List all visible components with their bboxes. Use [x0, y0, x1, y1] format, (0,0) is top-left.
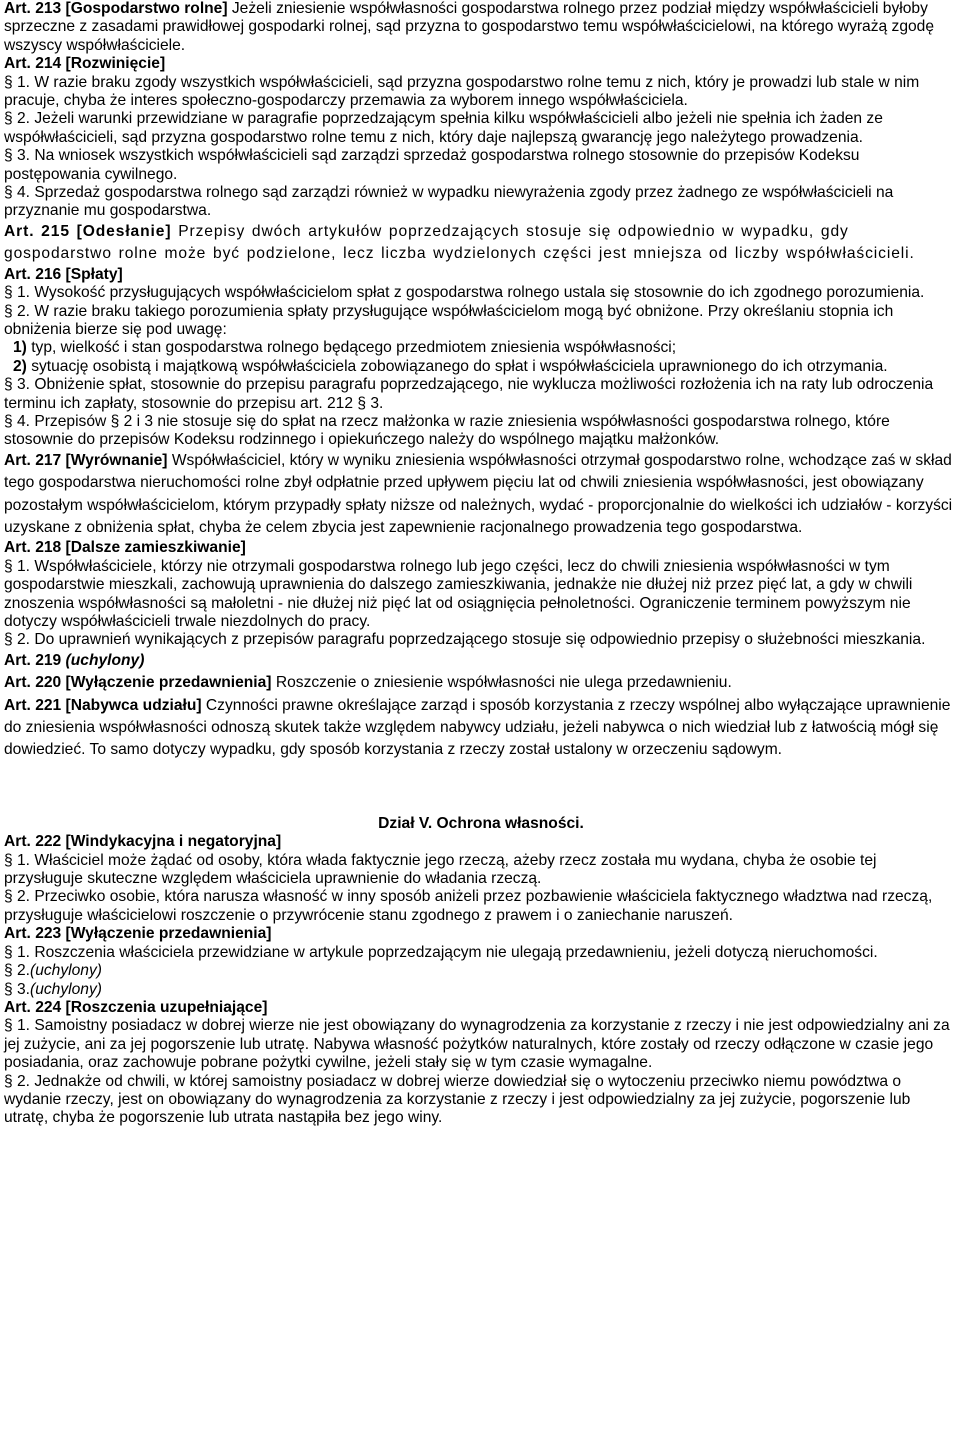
- article-221: [4, 695, 958, 762]
- article-214-par-3: § 3. Na wniosek wszystkich współwłaścicieli sąd zarządzi sprzedaż gospodarstwa rolnego stosownie do przepisów Kodeksu postępowania cywilnego.: [4, 147, 860, 183]
- repealed-note: (uchylony): [30, 962, 102, 980]
- article-218-par-1: § 1. Współwłaściciele, którzy nie otrzymali gospodarstwa rolnego lub jego części, lecz do chwili zniesienia współwłasności w tym gospodarstwie mieszkali, zachowują uprawnienia do dalszego zamieszkiwania, jednakże nie dłużej niż przez pięć lat, a gdy w chwili znoszenia współwłasności są małoletni - nie dłużej niż pięć lat od osiągnięcia pełnoletności. Ograniczenie terminem powyższym nie dotyczy współwłaścicieli trwale niezdolnych do pracy.: [4, 557, 913, 630]
- article-213: [4, 0, 958, 55]
- article-218-par-2: § 2. Do uprawnień wynikających z przepisów paragrafu poprzedzającego stosuje się odpowiednio przepisy o służebności mieszkania.: [4, 631, 926, 649]
- article-216-item-1: [4, 339, 958, 357]
- article-215: [4, 221, 958, 266]
- section-spacer: [4, 762, 958, 815]
- item-text: sytuację osobistą i majątkową współwłaściciela zobowiązanego do spłat i współwłaściciela uprawnionego do ich otrzymania.: [26, 357, 888, 375]
- item-text: typ, wielkość i stan gospodarstwa rolnego będącego przedmiotem zniesienia współwłasności;: [26, 339, 677, 357]
- article-214-par-4: § 4. Sprzedaż gospodarstwa rolnego sąd zarządzi również w wypadku niewyrażenia zgody przez żadnego ze współwłaścicieli na przyznanie mu gospodarstwa.: [4, 184, 894, 220]
- repealed-note: (uchylony): [65, 651, 145, 669]
- section-title: Dział V. Ochrona własności.: [378, 814, 584, 832]
- article-text: Jeżeli zniesienie współwłasności gospodarstwa rolnego przez podział między współwłaścicieli byłoby sprzeczne z zasadami prawidłowej gospodarki rolnej, sąd przyzna to gospodarstwo temu współwłaścicielowi, na którego wyrażą zgodę wszyscy współwłaściciele.: [4, 0, 935, 54]
- par-label: § 2.: [4, 962, 31, 980]
- article-214-heading: Art. 214 [Rozwinięcie]: [4, 55, 166, 73]
- article-224-par-1: § 1. Samoistny posiadacz w dobrej wierze nie jest obowiązany do wynagrodzenia za korzystanie z rzeczy i nie jest odpowiedzialny ani za jej zużycie, ani za jej pogorszenie lub utratę. Nabywa własność pożytków naturalnych, które zostały od rzeczy odłączone w czasie jego posiadania, oraz zachowuje pobrane pożytki cywilne, jeżeli stały się w tym czasie wymagalne.: [4, 1017, 950, 1072]
- article-heading: Art. 221 [Nabywca udziału]: [4, 696, 202, 714]
- article-heading: Art. 219: [4, 651, 66, 669]
- article-text: Czynności prawne określające zarząd i sposób korzystania z rzeczy wspólnej albo wyłączające uprawnienie do zniesienia współwłasności odnoszą skutek także względem nabywcy udziału, jeżeli nabywca o nich wiedział lub z łatwością mógł się dowiedzieć. To samo dotyczy wypadku, gdy sposób korzystania z rzeczy został ustalony w orzeczeniu sądowym.: [4, 696, 951, 759]
- article-text: Roszczenie o zniesienie współwłasności nie ulega przedawnieniu.: [271, 674, 732, 692]
- article-heading: Art. 220 [Wyłączenie przedawnienia]: [4, 674, 272, 692]
- article-223-par-3: [4, 981, 958, 999]
- article-219: [4, 650, 958, 672]
- article-216-par-1: § 1. Wysokość przysługujących współwłaścicielom spłat z gospodarstwa rolnego ustala się stosownie do ich zgodnego porozumienia.: [4, 284, 925, 302]
- article-heading: Art. 213 [Gospodarstwo rolne]: [4, 0, 228, 17]
- par-label: § 3.: [4, 980, 31, 998]
- item-number: 2): [13, 357, 27, 375]
- article-heading: Art. 215 [Odesłanie]: [4, 222, 172, 240]
- item-number: 1): [13, 339, 27, 357]
- article-216-par-4: § 4. Przepisów § 2 i 3 nie stosuje się do spłat na rzecz małżonka w razie zniesienia współwłasności gospodarstwa rolnego, które stosownie do przepisów Kodeksu rodzinnego i opiekuńczego należy do wspólnego majątku małżonków.: [4, 412, 890, 449]
- article-223-par-2: [4, 962, 958, 980]
- article-heading: Art. 217 [Wyrównanie]: [4, 451, 168, 469]
- article-text: Współwłaściciel, który w wyniku zniesienia współwłasności otrzymał gospodarstwo rolne, wchodzące zaś w skład tego gospodarstwa nieruchomości rolne zbył odpłatnie przed upływem pięciu lat od chwili zniesienia współwłasności, jest obowiązany pozostałym współwłaścicielom, którym przypadły spłaty niższe od należnych, wydać - proporcjonalnie do wielkości ich udziałów - korzyści uzyskane z obniżenia spłat, chyba że celem zbycia jest zapewnienie racjonalnego prowadzenia tego gospodarstwa.: [4, 451, 953, 536]
- article-224-heading: Art. 224 [Roszczenia uzupełniające]: [4, 998, 268, 1016]
- repealed-note: (uchylony): [30, 980, 102, 998]
- article-214-par-1: § 1. W razie braku zgody wszystkich współwłaścicieli, sąd przyzna gospodarstwo rolne temu z nich, który je prowadzi lub stale w nim pracuje, chyba że interes społeczno-gospodarczy przemawia za wyborem innego współwłaściciela.: [4, 73, 920, 110]
- article-216-par-3: § 3. Obniżenie spłat, stosownie do przepisu paragrafu poprzedzającego, nie wyklucza możliwości rozłożenia ich na raty lub odroczenia terminu ich zapłaty, stosownie do przepisu art. 212 § 3.: [4, 376, 934, 412]
- article-214-par-2: § 2. Jeżeli warunki przewidziane w paragrafie poprzedzającym spełnia kilku współwłaścicieli albo jeżeli nie spełnia ich żaden ze współwłaścicieli, sąd przyzna gospodarstwo rolne temu z nich, który daje najlepszą gwarancję jego należytego prowadzenia.: [4, 110, 883, 146]
- article-text: Przepisy dwóch artykułów poprzedzających stosuje się odpowiednio w wypadku, gdy gospodarstwo rolne może być podzielone, lecz liczba wydzielonych części jest mniejsza od liczby współwłaścicieli.: [4, 222, 915, 263]
- article-222-heading: Art. 222 [Windykacyjna i negatoryjna]: [4, 833, 282, 851]
- article-222-par-2: § 2. Przeciwko osobie, która narusza własność w inny sposób aniżeli przez pozbawienie właściciela faktycznego władztwa nad rzeczą, przysługuje właścicielowi roszczenie o przywrócenie stanu zgodnego z prawem i o zaniechanie naruszeń.: [4, 888, 933, 924]
- article-216-heading: Art. 216 [Spłaty]: [4, 265, 123, 283]
- article-223-heading: Art. 223 [Wyłączenie przedawnienia]: [4, 925, 272, 943]
- article-220: [4, 672, 958, 694]
- article-224-par-2: § 2. Jednakże od chwili, w której samoistny posiadacz w dobrej wierze dowiedział się o wytoczeniu przeciwko niemu powództwa o wydanie rzeczy, jest on obowiązany do wynagrodzenia za korzystanie z rzeczy i jest odpowiedzialny za jej zużycie, pogorszenie lub utratę, chyba że pogorszenie lub utrata nastąpiła bez jego winy.: [4, 1072, 911, 1127]
- article-222-par-1: § 1. Właściciel może żądać od osoby, która włada faktycznie jego rzeczą, ażeby rzecz została mu wydana, chyba że osobie tej przysługuje skuteczne względem właściciela uprawnienie do władania rzeczą.: [4, 851, 877, 888]
- article-223-par-1: § 1. Roszczenia właściciela przewidziane w artykule poprzedzającym nie ulegają przedawnieniu, jeżeli dotyczą nieruchomości.: [4, 943, 878, 961]
- article-217: [4, 450, 958, 540]
- article-218-heading: Art. 218 [Dalsze zamieszkiwanie]: [4, 539, 246, 557]
- article-216-par-2: § 2. W razie braku takiego porozumienia spłaty przysługujące współwłaścicielom mogą być obniżone. Przy określaniu stopnia ich obniżenia bierze się pod uwagę:: [4, 302, 894, 338]
- article-216-item-2: [4, 358, 958, 376]
